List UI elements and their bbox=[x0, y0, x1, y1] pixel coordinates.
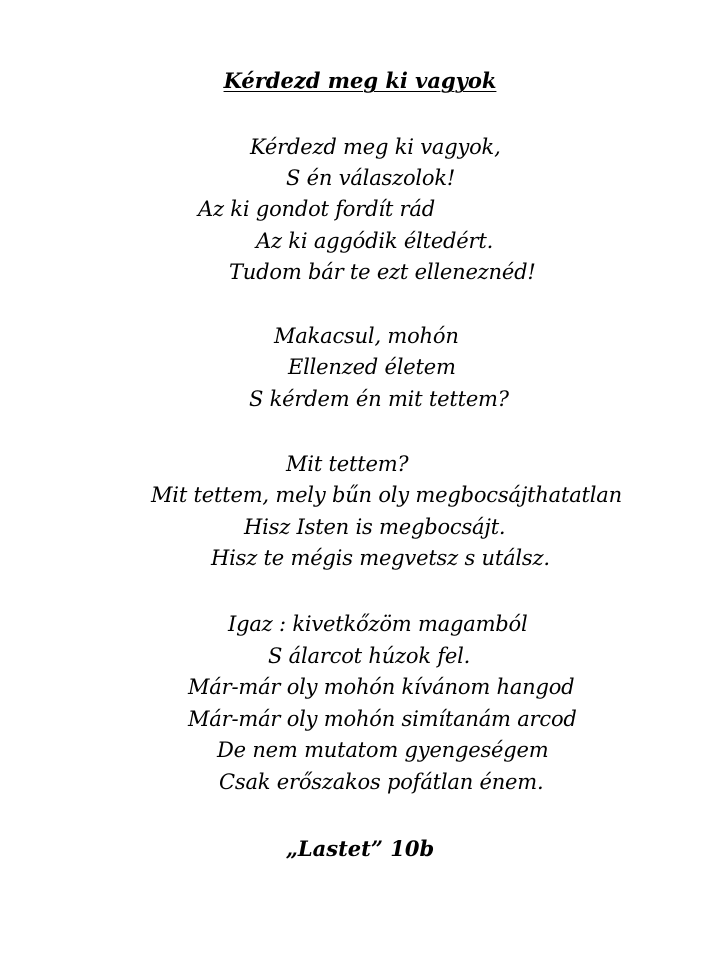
poem-line: S álarcot húzok fel. bbox=[268, 644, 471, 668]
poem-line: Kérdezd meg ki vagyok, bbox=[250, 135, 501, 159]
poem-line: Tudom bár te ezt elleneznéd! bbox=[229, 260, 536, 284]
poem-line: Az ki aggódik éltedért. bbox=[256, 229, 494, 253]
poem-line: Már-már oly mohón simítanám arcod bbox=[188, 707, 577, 731]
poem-line: Csak erőszakos pofátlan énem. bbox=[219, 770, 544, 794]
poem-line: Mit tettem, mely bűn oly megbocsájthatatlan bbox=[151, 483, 622, 507]
poem-line: Igaz : kivetkőzöm magamból bbox=[228, 612, 528, 636]
poem-line: Már-már oly mohón kívánom hangod bbox=[188, 675, 575, 699]
poem-line: Az ki gondot fordít rád bbox=[198, 197, 435, 221]
poem-title: Kérdezd meg ki vagyok bbox=[223, 68, 497, 93]
poem-line: Mit tettem? bbox=[286, 452, 409, 476]
poem-line: Ellenzed életem bbox=[288, 355, 456, 379]
poem-line: De nem mutatom gyengeségem bbox=[217, 738, 549, 762]
poem-line: S én válaszolok! bbox=[286, 166, 456, 190]
poem-line: Hisz Isten is megbocsájt. bbox=[244, 515, 506, 539]
poem-line: S kérdem én mit tettem? bbox=[249, 387, 509, 411]
poem-line: Hisz te mégis megvetsz s utálsz. bbox=[211, 546, 550, 570]
poem-signature: „Lastet” 10b bbox=[285, 836, 435, 861]
poem-line: Makacsul, mohón bbox=[274, 324, 459, 348]
